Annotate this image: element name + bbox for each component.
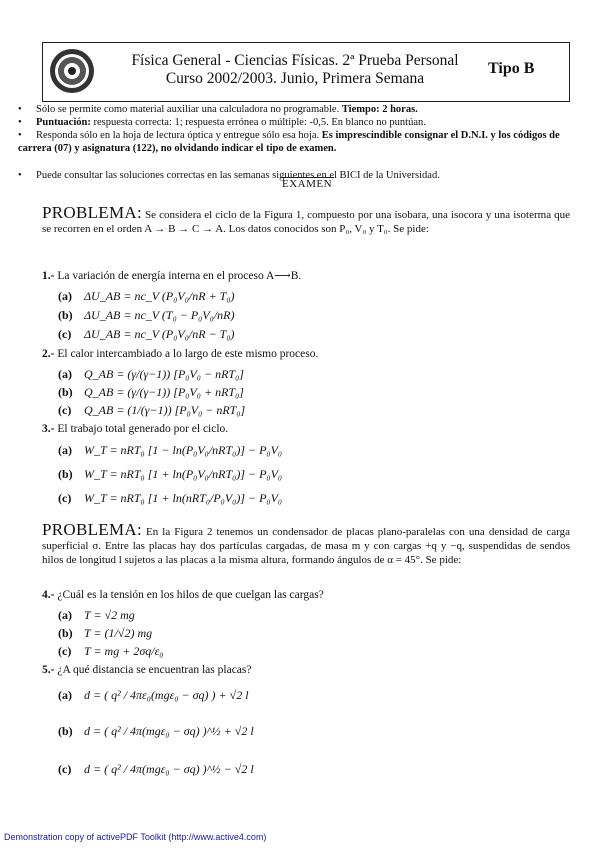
exam-course: Curso 2002/2003. Junio, Primera Semana [165, 70, 425, 87]
q4-option-a: (a) T = √2 mg [58, 608, 135, 622]
q1-option-a: (a) ΔU_AB = nc_V (P₀V₀/nR + T₀) [58, 289, 235, 303]
question-2: 2.- El calor intercambiado a lo largo de este mismo proceso. [42, 348, 319, 360]
examen-label: EXAMEN [281, 178, 333, 190]
question-4: 4.- ¿Cuál es la tensión en los hilos de que cuelgan las cargas? [42, 589, 324, 601]
q2-option-b: (b) Q_AB = (γ/(γ−1)) [P₀V₀ + nRT₀] [58, 385, 244, 399]
university-seal-icon [48, 47, 96, 95]
q5-option-a: (a) d = ( q² / 4πε₀(mgε₀ − σq) ) + √2 l [58, 688, 249, 702]
instruction-1: • Sólo se permite como material auxiliar una calculadora no programable. Tiempo: 2 horas. [18, 104, 418, 115]
problem-2-statement: PROBLEMA: En la Figura 2 tenemos un condensador de placas plano-paralelas con una densidad de carga superficial σ. Entre las placas hay dos partículas cargadas, de masa m y con cargas +q y −q, suspendidas de sendos hilos de longitud l sujetos a las placas a la misma altura, formando ángulos de α = 45°. Se pide: [42, 520, 570, 566]
q2-option-c: (c) Q_AB = (1/(γ−1)) [P₀V₀ − nRT₀] [58, 403, 246, 417]
q4-option-c: (c) T = mg + 2σq/ε₀ [58, 644, 164, 658]
problem-1-statement: PROBLEMA: Se considera el ciclo de la Figura 1, compuesto por una isobara, una isocora y una isoterma que se recorren en el orden A → B → C → A. Los datos conocidos son P₀, V₀ y T₀. Se pide: [42, 203, 570, 235]
q1-option-b: (b) ΔU_AB = nc_V (T₀ − P₀V₀/nR) [58, 308, 235, 322]
q3-option-a: (a) W_T = nRT₀ [1 − ln(P₀V₀/nRT₀)] − P₀V₀ [58, 443, 283, 457]
instruction-3: • Responda sólo en la hoja de lectura óptica y entregue sólo esa hoja. Es imprescindible consignar el D.N.I. y los códigos de carrera (07) y asignatura (122), no olvidando indicar el tipo de examen. [18, 130, 560, 154]
exam-title: Física General - Ciencias Físicas. 2ª Prueba Personal [131, 52, 459, 69]
instruction-4: • Puede consultar las soluciones correctas en las semanas siguientes en el BICI de la Universidad. [18, 170, 440, 181]
q3-option-c: (c) W_T = nRT₀ [1 + ln(nRT₀/P₀V₀)] − P₀V₀ [58, 491, 283, 505]
footer-watermark: Demonstration copy of activePDF Toolkit (http://www.active4.com) [4, 832, 267, 842]
instruction-2: • Puntuación: respuesta correcta: 1; respuesta errónea o múltiple: -0,5. En blanco no puntúan. [18, 117, 426, 128]
exam-type: Tipo B [488, 60, 535, 77]
bullet-icon: • [18, 104, 22, 115]
q5-option-b: (b) d = ( q² / 4π(mgε₀ − σq) )^½ + √2 l [58, 724, 254, 738]
q4-option-b: (b) T = (1/√2) mg [58, 626, 153, 640]
q3-option-b: (b) W_T = nRT₀ [1 + ln(P₀V₀/nRT₀)] − P₀V₀ [58, 467, 283, 481]
q2-option-a: (a) Q_AB = (γ/(γ−1)) [P₀V₀ − nRT₀] [58, 367, 244, 381]
bullet-icon: • [18, 130, 22, 141]
q5-option-c: (c) d = ( q² / 4π(mgε₀ − σq) )^½ − √2 l [58, 762, 254, 776]
bullet-icon: • [18, 117, 22, 128]
q1-option-c: (c) ΔU_AB = nc_V (P₀V₀/nR − T₀) [58, 327, 235, 341]
question-5: 5.- ¿A qué distancia se encuentran las placas? [42, 664, 252, 676]
bullet-icon: • [18, 170, 22, 181]
question-1: 1.- La variación de energía interna en el proceso A⟶B. [42, 270, 302, 282]
question-3: 3.- El trabajo total generado por el ciclo. [42, 423, 229, 435]
